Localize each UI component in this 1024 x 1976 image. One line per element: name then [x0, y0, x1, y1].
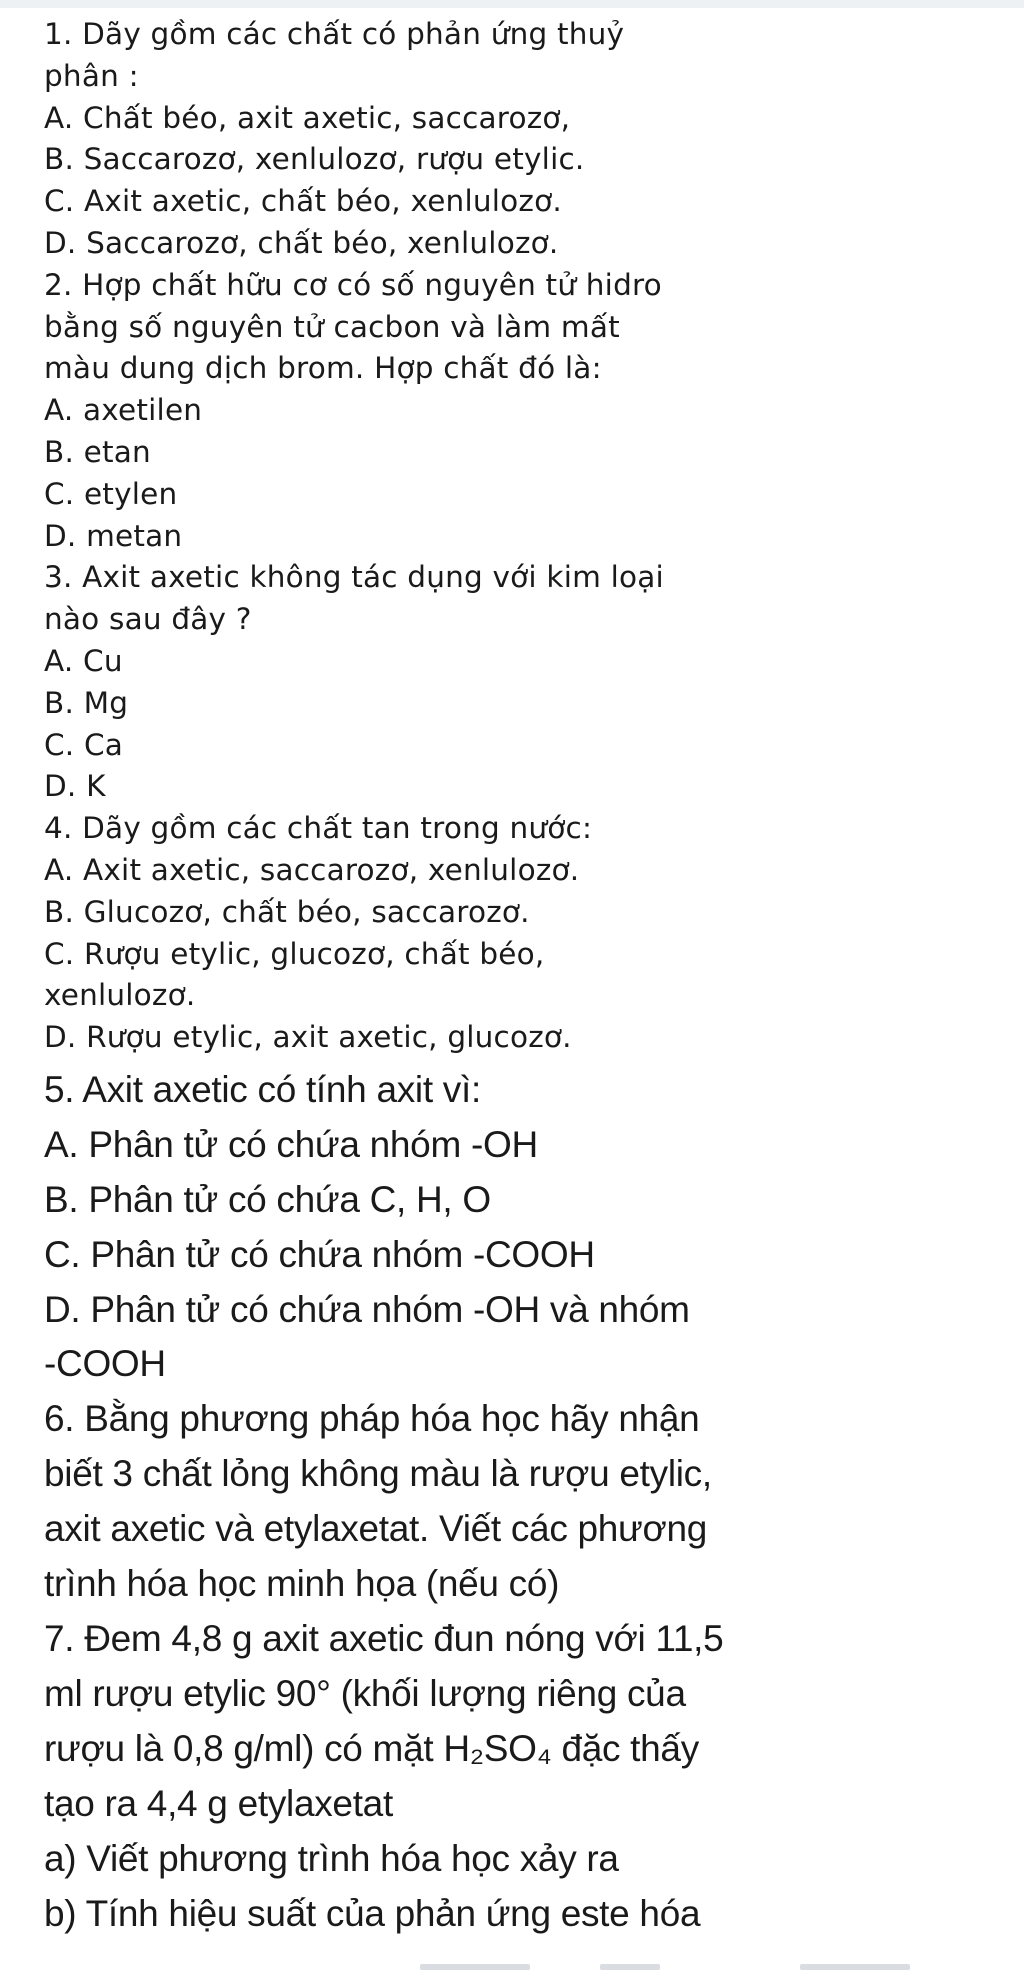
text-line: 5. Axit axetic có tính axit vì:: [44, 1068, 481, 1110]
text-line: a) Viết phương trình hóa học xảy ra: [44, 1837, 619, 1879]
text-line: bằng số nguyên tử cacbon và làm mất: [44, 309, 620, 344]
top-border: [0, 0, 1024, 8]
text-line: B. Mg: [44, 685, 129, 720]
text-line: B. etan: [44, 434, 151, 469]
text-line: C. Ca: [44, 727, 124, 762]
questions-1-4: [44, 14, 1004, 1059]
text-line: 2. Hợp chất hữu cơ có số nguyên tử hidro: [44, 267, 662, 302]
text-line: D. Phân tử có chứa nhóm -OH và nhóm: [44, 1288, 690, 1330]
text-line: C. Rượu etylic, glucozơ, chất béo,: [44, 936, 545, 971]
text-line: B. Saccarozơ, xenlulozơ, rượu etylic.: [44, 142, 585, 177]
text-line: D. Saccarozơ, chất béo, xenlulozơ.: [44, 225, 559, 260]
text-line: 1. Dãy gồm các chất có phản ứng thuỷ: [44, 17, 625, 51]
text-line: B. Glucozơ, chất béo, saccarozơ.: [44, 894, 530, 929]
text-line: màu dung dịch brom. Hợp chất đó là:: [44, 351, 602, 386]
questions-5-7: [44, 1063, 1004, 1942]
cropped-next-lines: [0, 1964, 1024, 1976]
text-line: phân :: [44, 58, 139, 93]
text-line: C. Axit axetic, chất béo, xenlulozơ.: [44, 184, 562, 219]
text-line: A. Cu: [44, 643, 123, 678]
text-line: A. Chất béo, axit axetic, saccarozơ,: [44, 100, 571, 135]
text-line: A. axetilen: [44, 393, 203, 428]
text-line: A. Phân tử có chứa nhóm -OH: [44, 1123, 538, 1165]
text-line: 6. Bằng phương pháp hóa học hãy nhận: [44, 1398, 700, 1440]
text-line: rượu là 0,8 g/ml) có mặt H₂SO₄ đặc thấy: [44, 1727, 699, 1769]
text-line: 4. Dãy gồm các chất tan trong nước:: [44, 811, 593, 846]
text-line: D. Rượu etylic, axit axetic, glucozơ.: [44, 1020, 572, 1055]
text-line: trình hóa học minh họa (nếu có): [44, 1563, 560, 1605]
text-line: 7. Đem 4,8 g axit axetic đun nóng với 11,5: [44, 1617, 724, 1659]
text-line: C. Phân tử có chứa nhóm -COOH: [44, 1233, 595, 1275]
text-line: D. metan: [44, 518, 183, 553]
text-line: C. etylen: [44, 476, 178, 511]
text-line: biết 3 chất lỏng không màu là rượu etylic,: [44, 1453, 712, 1495]
text-line: 3. Axit axetic không tác dụng với kim loại: [44, 560, 664, 595]
text-line: tạo ra 4,4 g etylaxetat: [44, 1782, 393, 1824]
text-line: B. Phân tử có chứa C, H, O: [44, 1178, 491, 1220]
text-line: axit axetic và etylaxetat. Viết các phương: [44, 1508, 708, 1550]
text-line: ml rượu etylic 90° (khối lượng riêng của: [44, 1672, 686, 1714]
text-line: xenlulozơ.: [44, 978, 196, 1013]
text-line: -COOH: [44, 1343, 166, 1385]
question-sheet: [44, 14, 1004, 1941]
text-line: A. Axit axetic, saccarozơ, xenlulozơ.: [44, 852, 580, 887]
text-line: nào sau đây ?: [44, 602, 252, 637]
text-line: D. K: [44, 769, 106, 804]
text-line: b) Tính hiệu suất của phản ứng este hóa: [44, 1892, 701, 1934]
